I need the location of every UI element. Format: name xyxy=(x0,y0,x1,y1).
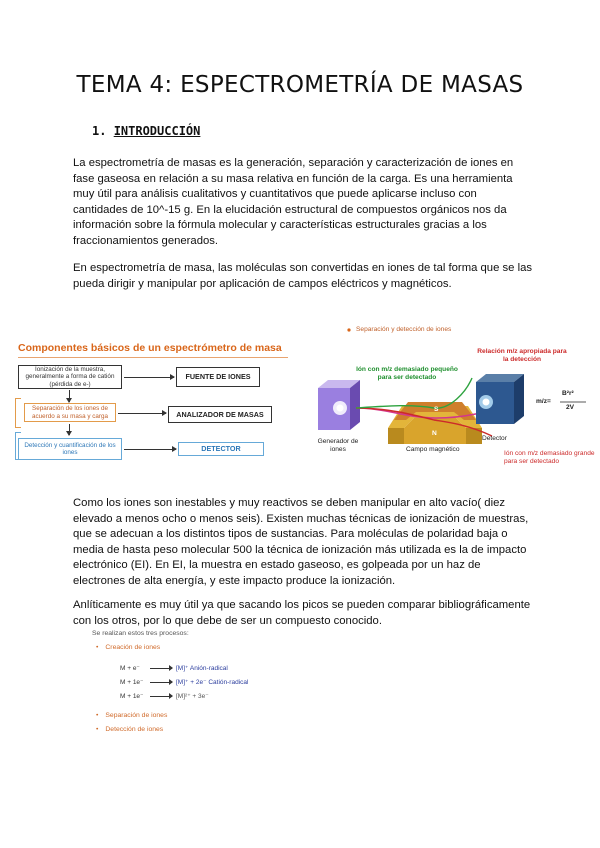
step-detection: Detección y cuantificación de los iones xyxy=(18,438,122,460)
arrow-down-2 xyxy=(69,424,70,435)
process-item-separation xyxy=(96,712,167,719)
separation-header: Separación y detección de iones xyxy=(356,326,452,333)
process-intro: Se realizan estos tres procesos: xyxy=(92,630,189,637)
section-label: INTRODUCCIÓN xyxy=(113,124,201,138)
process-item-detection xyxy=(96,726,163,733)
box-mass-analyzer: ANALIZADOR DE MASAS xyxy=(168,406,272,423)
bullet-icon: • xyxy=(96,712,99,719)
process-item-creation xyxy=(96,644,160,651)
paragraph-vacuum: Como los iones son inestables y muy reactivos se deben manipular en alto vacío( diez elevado a menos ocho o menos seis). Existen muchas técnicas de ionización de muestras, que se adecuan a los distintos tipos de sustancias. Para moléculas de polaridad baja o media de hasta peso molecular 500 la técnica de ionización más utilizada es la de impacto electrónico (EI). En EI, la muestra en estado gaseoso, es golpeada por un haz de electrones de alta energía, y este impacto produce la ionización. xyxy=(73,497,529,587)
equation-rhs-ion: [M]⁺ xyxy=(176,679,189,686)
equation-rhs-text: + 3e⁻ xyxy=(190,693,209,700)
page-title: TEMA 4: ESPECTROMETRÍA DE MASAS xyxy=(76,72,524,98)
equation-row xyxy=(120,664,228,672)
section-heading xyxy=(92,124,200,138)
paragraph-ions: En espectrometría de masa, las moléculas son convertidas en iones de tal forma que se las pueda dirigir y manipular por aplicación de campos eléctricos y magnéticos. xyxy=(73,262,533,290)
step-separation: Separación de los iones de acuerdo a su masa y carga xyxy=(24,403,116,422)
components-diagram xyxy=(14,338,289,473)
equation-lhs: M + 1e⁻ xyxy=(120,693,144,700)
label-magnetic-field: Campo magnético xyxy=(406,446,460,453)
section-number: 1. xyxy=(92,124,107,138)
arrow-to-detector xyxy=(124,449,176,450)
arrow-to-source xyxy=(124,377,174,378)
label-generator: Generador de iones xyxy=(317,438,359,453)
formula-denominator: 2V xyxy=(566,404,575,411)
equation-row xyxy=(120,678,248,686)
process-item-label: Detección de iones xyxy=(105,726,164,733)
equation-row xyxy=(120,692,209,700)
equation-rhs-text: Anión-radical xyxy=(188,665,228,672)
arrow-icon xyxy=(150,668,172,669)
bullet-icon: • xyxy=(96,726,99,733)
step-ionization: Ionización de la muestra, generalmente a forma de catión (pérdida de e-) xyxy=(18,365,122,389)
process-item-label: Creación de iones xyxy=(105,644,161,651)
arrow-icon xyxy=(150,682,172,683)
label-appropriate: Relación m/z apropiada para la detección xyxy=(477,348,567,363)
label-too-small: Ión con m/z demasiado pequeño para ser detectado xyxy=(356,366,458,381)
detector-cube-side xyxy=(514,374,524,424)
arrow-down-1 xyxy=(69,390,70,402)
bullet-icon: • xyxy=(96,644,99,651)
formula-lhs: m/z= xyxy=(536,398,551,405)
label-detector: Detector xyxy=(482,435,507,442)
equation-lhs: M + 1e⁻ xyxy=(120,679,144,686)
arrow-to-analyzer xyxy=(118,413,166,414)
box-detector: DETECTOR xyxy=(178,442,264,456)
box-ion-source: FUENTE DE IONES xyxy=(176,367,260,387)
components-diagram-title: Componentes básicos de un espectrómetro de masa xyxy=(18,342,282,354)
paragraph-analytic: Anlíticamente es muy útil ya que sacando los picos se pueden comparar bibliográficamente con los otros, por lo que debe de ser un compuesto conocido. xyxy=(73,599,531,627)
arrow-icon xyxy=(150,696,172,697)
equation-rhs-text: + 2e⁻ Catión-radical xyxy=(188,679,249,686)
pole-n-label: N xyxy=(432,430,437,437)
paragraph-definition: La espectrometría de masas es la generación, separación y caracterización de iones en fase gaseosa en relación a su masa relativa en función de la carga. Es una herramienta muy útil para análisis cualitativos y cuantitativos que puede aplicarse incluso con cantidades de 10^-15 g. En la elucidación estructural de compuestos orgánicos nos da información sobre la fórmula molecular y características estructurales gracias a los fraccionamientos generados. xyxy=(73,157,514,247)
equation-rhs-ion: [M]²⁺ xyxy=(176,693,191,700)
generator-cube-side xyxy=(350,380,360,430)
title-rule xyxy=(18,357,288,358)
equation-rhs-ion: [M]⁺ xyxy=(176,665,189,672)
pole-s-label: S xyxy=(434,406,439,413)
equation-lhs: M + e⁻ xyxy=(120,665,140,672)
process-item-label: Separación de iones xyxy=(105,712,168,719)
bracket-separation xyxy=(15,398,21,428)
label-too-big: Ión con m/z demasiado grande para ser detectado xyxy=(504,450,595,465)
separation-diagram xyxy=(316,322,600,482)
formula-numerator: B²r² xyxy=(562,390,574,397)
